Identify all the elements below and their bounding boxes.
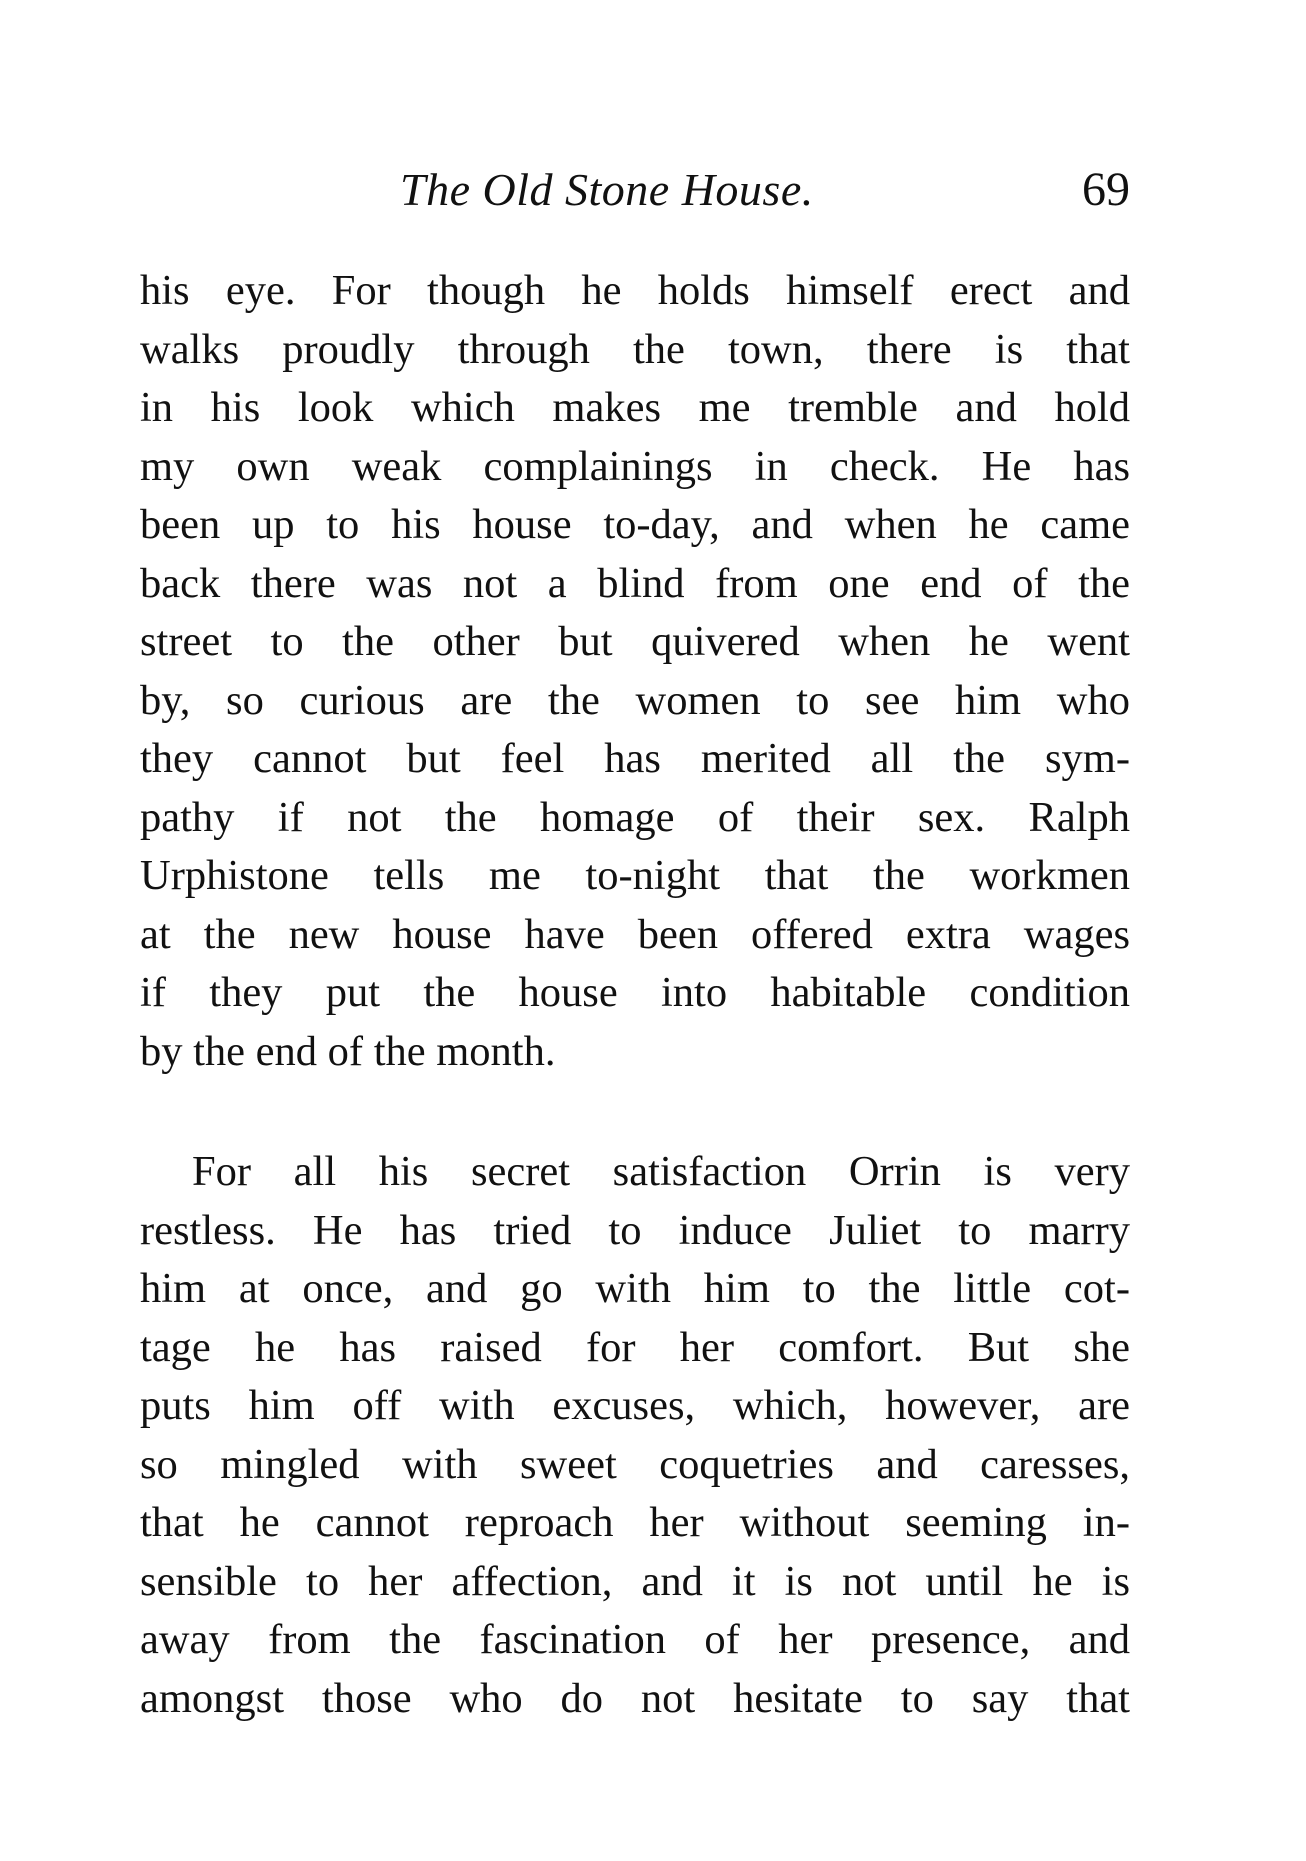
text-line: by, so curious are the women to see him who xyxy=(140,676,1130,724)
text-line: walks proudly through the town, there is that xyxy=(140,325,1130,373)
text-line: by the end of the month. xyxy=(140,1027,556,1075)
text-line: amongst those who do not hesitate to say that xyxy=(140,1674,1130,1722)
text-line: at the new house have been offered extra wages xyxy=(140,910,1130,958)
text-line: puts him off with excuses, which, however, are xyxy=(140,1382,1130,1429)
text-line: him at once, and go with him to the little cot- xyxy=(140,1265,1130,1312)
text-line: back there was not a blind from one end of the xyxy=(140,559,1130,607)
text-line: so mingled with sweet coquetries and caresses, xyxy=(140,1440,1130,1488)
running-title: The Old Stone House. xyxy=(400,164,814,215)
text-line: they cannot but feel has merited all the sym- xyxy=(140,735,1130,782)
text-line: away from the fascination of her presence, and xyxy=(140,1616,1130,1663)
running-head xyxy=(140,160,1130,230)
text-line: For all his secret satisfaction Orrin is very xyxy=(192,1148,1130,1195)
paragraph-1 xyxy=(140,262,1130,1081)
text-line: restless. He has tried to induce Juliet to marry xyxy=(140,1206,1130,1254)
text-line: street to the other but quivered when he went xyxy=(140,618,1130,665)
text-line: pathy if not the homage of their sex. Ralph xyxy=(140,793,1130,841)
page-number: 69 xyxy=(1082,163,1130,216)
paragraph-2 xyxy=(140,1143,1130,1728)
text-line: that he cannot reproach her without seeming in- xyxy=(140,1499,1130,1546)
text-line: if they put the house into habitable condition xyxy=(140,969,1130,1016)
text-line: been up to his house to-day, and when he came xyxy=(140,501,1130,548)
text-line: sensible to her affection, and it is not until he is xyxy=(140,1557,1130,1605)
text-line: Urphistone tells me to-night that the workmen xyxy=(140,852,1130,899)
text-line: his eye. For though he holds himself erect and xyxy=(140,267,1130,314)
text-line: in his look which makes me tremble and hold xyxy=(140,384,1130,431)
text-line: my own weak complainings in check. He has xyxy=(140,442,1130,490)
text-line: tage he has raised for her comfort. But she xyxy=(140,1323,1130,1371)
